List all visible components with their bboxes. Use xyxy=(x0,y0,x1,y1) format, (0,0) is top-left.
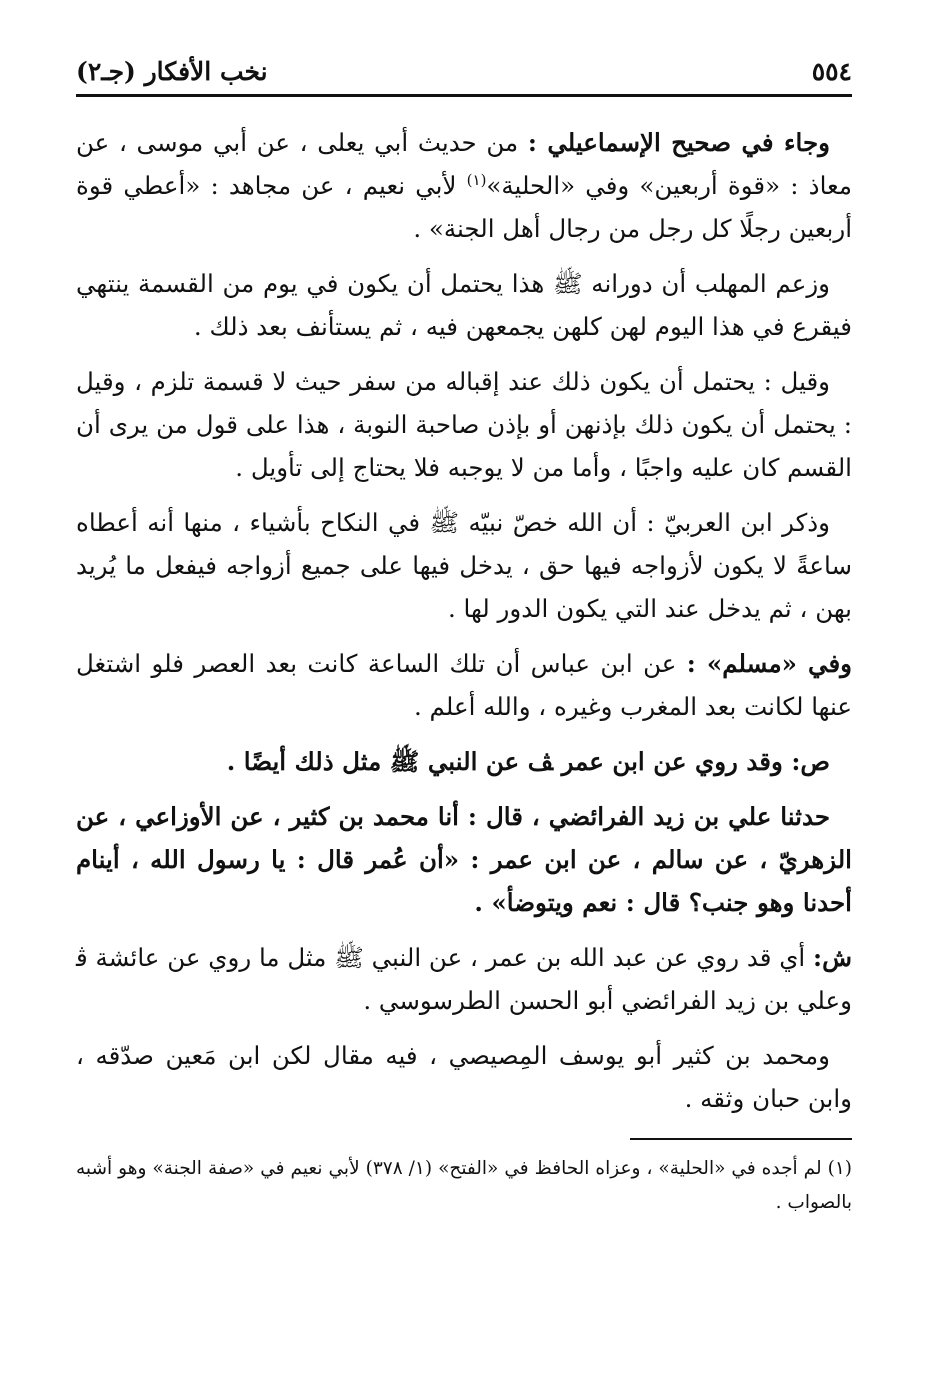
paragraph-text: عن ابن عباس أن تلك الساعة كانت بعد العصر فلو اشتغل عنها لكانت بعد المغرب وغيره ، والله أعلم . xyxy=(76,649,852,721)
paragraph-2: وزعم المهلب أن دورانه ﷺ هذا يحتمل أن يكون في يوم من القسمة ينتهي فيقرع في هذا اليوم لهن كلهن يجمعهن فيه ، ثم يستأنف بعد ذلك . xyxy=(76,269,852,341)
paragraph-4: وذكر ابن العربيّ : أن الله خصّ نبيّه ﷺ في النكاح بأشياء ، منها أنه أعطاه ساعةً لا يكون لأزواجه فيها حق ، يدخل فيها على جميع أزواجه فيفعل ما يُريد بهن ، ثم يدخل عند التي يكون الدور لها . xyxy=(76,508,852,623)
paragraph-lead: وجاء في صحيح الإسماعيلي : xyxy=(527,128,830,157)
footnote-reference: (١) xyxy=(466,170,487,189)
paragraph-text: أي قد روي عن عبد الله بن عمر ، عن النبي ﷺ مثل ما روي عن عائشة ﭬ وعلي بن زيد الفرائضي أبو الحسن الطرسوسي . xyxy=(76,943,852,1015)
header-rule xyxy=(76,94,852,97)
footnote-rule xyxy=(630,1138,852,1140)
paragraph-9: ومحمد بن كثير أبو يوسف المِصيصي ، فيه مقال لكن ابن مَعين صدّقه ، وابن حبان وثقه . xyxy=(76,1041,852,1113)
page-number: ٥٥٤ xyxy=(811,57,852,86)
footnote: (١) لم أجده في «الحلية» ، وعزاه الحافظ في «الفتح» (١/ ٣٧٨) لأبي نعيم في «صفة الجنة» وهو أشبه بالصواب . xyxy=(76,1158,852,1213)
book-title: نخب الأفكار (جـ٢) xyxy=(76,57,268,86)
paragraph-7: حدثنا علي بن زيد الفرائضي ، قال : أنا محمد بن كثير ، عن الأوزاعي ، عن الزهريّ ، عن سالم ، عن ابن عمر : «أن عُمر قال : يا رسول الله ، أينام أحدنا وهو جنب؟ قال : نعم ويتوضأ» . xyxy=(76,802,852,917)
paragraph-text: من حديث أبي يعلى ، عن أبي موسى ، عن معاذ : «قوة أربعين» وفي «الحلية» xyxy=(76,128,852,200)
main-text xyxy=(76,121,852,1120)
paragraph-lead: ش: xyxy=(813,943,852,972)
paragraph-lead: وفي «مسلم» : xyxy=(686,649,852,678)
paragraph-1 xyxy=(76,121,852,250)
paragraph-5 xyxy=(76,642,852,728)
paragraph-8 xyxy=(76,936,852,1022)
page-header xyxy=(76,52,852,92)
paragraph-3: وقيل : يحتمل أن يكون ذلك عند إقباله من سفر حيث لا قسمة تلزم ، وقيل : يحتمل أن يكون ذلك بإذنهن أو بإذن صاحبة النوبة ، هذا على قول من يرى أن القسم كان عليه واجبًا ، وأما من لا يوجبه فلا يحتاج إلى تأويل . xyxy=(76,367,852,482)
paragraph-6: ص: وقد روي عن ابن عمر ﭫ عن النبي ﷺ مثل ذلك أيضًا . xyxy=(226,747,830,776)
paragraph-text: لأبي نعيم ، عن مجاهد : «أعطي قوة أربعين رجلًا كل رجل من رجال أهل الجنة» . xyxy=(76,171,852,243)
book-page xyxy=(76,52,852,1220)
